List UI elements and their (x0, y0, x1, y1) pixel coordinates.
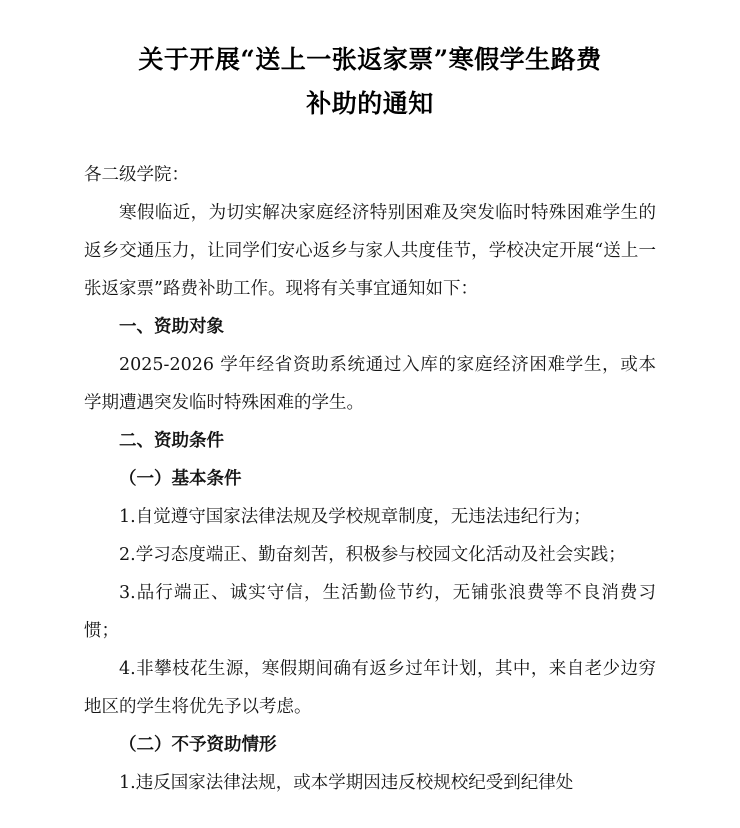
list-item-exclusion-1: 1.违反国家法律法规，或本学期因违反校规校纪受到纪律处 (119, 773, 574, 793)
page-title-line-2: 补助的通知 (306, 89, 434, 118)
list-item-condition-3: 3.品行端正、诚实守信，生活勤俭节约，无铺张浪费等不良消费习惯； (84, 583, 656, 641)
list-item-condition-1: 1.自觉遵守国家法律法规及学校规章制度，无违法违纪行为； (119, 507, 591, 527)
salutation: 各二级学院： (84, 165, 189, 185)
paragraph-intro: 寒假临近，为切实解决家庭经济特别困难及突发临时特殊困难学生的返乡交通压力，让同学们安心返乡与家人共度佳节，学校决定开展“送上一张返家票”路费补助工作。现将有关事宜通知如下： (84, 203, 656, 299)
page-title-line-1: 关于开展“送上一张返家票”寒假学生路费 (138, 45, 602, 74)
page-title (84, 38, 656, 126)
list-item-condition-2: 2.学习态度端正、勤奋刻苦，积极参与校园文化活动及社会实践； (119, 545, 626, 565)
section-heading-1: 一、资助对象 (119, 317, 224, 337)
list-item-condition-4: 4.非攀枝花生源，寒假期间确有返乡过年计划，其中，来自老少边穷地区的学生将优先予以考虑。 (84, 659, 656, 717)
section-heading-2: 二、资助条件 (119, 431, 224, 451)
paragraph-eligible-students: 2025-2026 学年经省资助系统通过入库的家庭经济困难学生，或本学期遭遇突发临时特殊困难的学生。 (84, 355, 656, 413)
subsection-heading-basic-conditions: （一）基本条件 (119, 469, 242, 489)
document-body (84, 156, 656, 802)
subsection-heading-exclusions: （二）不予资助情形 (119, 735, 277, 755)
